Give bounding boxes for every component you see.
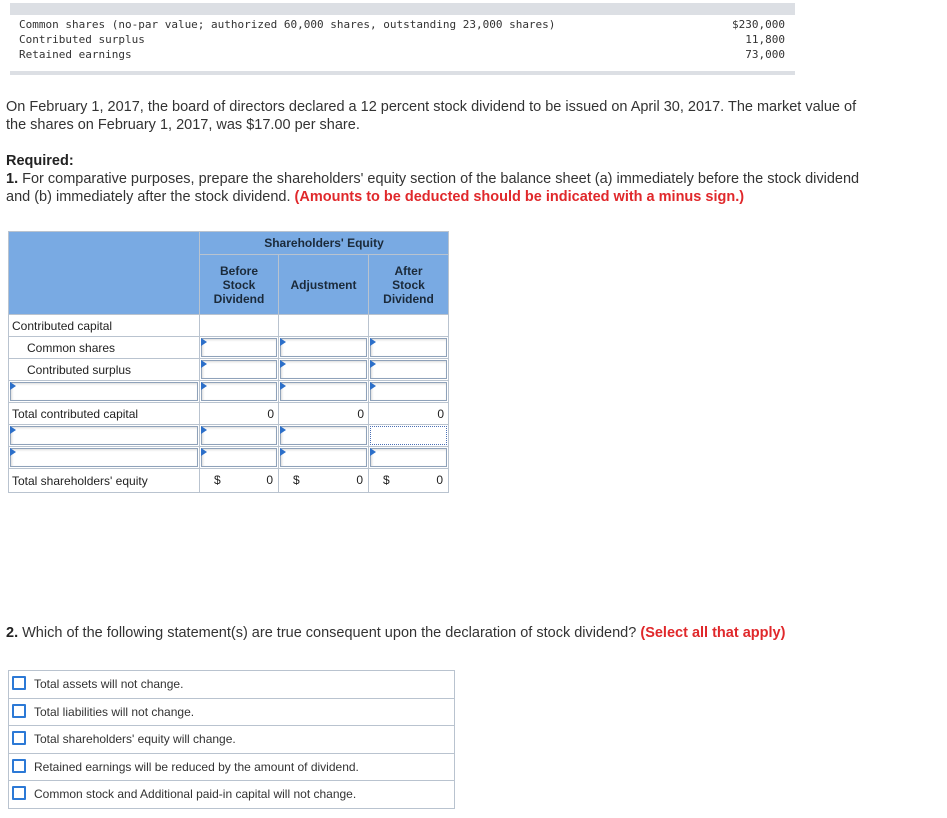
dropdown-marker-icon <box>280 448 286 456</box>
empty-cell <box>200 315 279 337</box>
adjustment-input[interactable] <box>280 382 367 401</box>
col-header-line: Stock <box>392 277 425 292</box>
table-row <box>9 315 449 337</box>
after-input[interactable] <box>370 448 447 467</box>
row-label-common-shares: Common shares <box>9 337 200 359</box>
question-1-instruction: (Amounts to be deducted should be indicated with a minus sign.) <box>294 189 745 205</box>
choice-label: Retained earnings will be reduced by the amount of dividend. <box>34 759 359 774</box>
row-label-input[interactable] <box>10 382 198 401</box>
total-se-before-value: 0 <box>266 473 273 487</box>
adjustment-input[interactable] <box>280 360 367 379</box>
choice-label: Total liabilities will not change. <box>34 704 195 719</box>
question-1-text: For comparative purposes, prepare the shareholders' equity section of the balance sheet (a) immediately before the stock dividend <box>22 171 860 187</box>
after-input[interactable] <box>370 338 447 357</box>
choice-item[interactable] <box>9 726 454 754</box>
before-input-cell[interactable] <box>200 337 279 359</box>
checkbox[interactable] <box>12 676 26 690</box>
given-label: Contributed surplus <box>19 33 145 46</box>
before-input-cell[interactable] <box>200 381 279 403</box>
before-input-cell[interactable] <box>200 359 279 381</box>
question-2-number: 2. <box>6 625 19 641</box>
row-label-contributed-surplus: Contributed surplus <box>9 359 200 381</box>
total-cc-adjustment: 0 <box>279 403 369 425</box>
shareholders-equity-table <box>8 231 449 493</box>
row-label-blank[interactable] <box>9 425 200 447</box>
before-input[interactable] <box>201 360 277 379</box>
table-title: Shareholders' Equity <box>200 232 449 255</box>
col-header-line: After <box>394 263 423 278</box>
total-se-after <box>369 469 449 493</box>
choice-item[interactable] <box>9 699 454 727</box>
adjustment-input-cell[interactable] <box>279 359 369 381</box>
col-header-adjustment: Adjustment <box>279 255 369 315</box>
given-value: 73,000 <box>745 48 785 61</box>
dropdown-marker-icon <box>201 338 207 346</box>
adjustment-input-cell[interactable] <box>279 425 369 447</box>
total-cc-before: 0 <box>200 403 279 425</box>
table-row <box>9 381 449 403</box>
dollar-sign: $ <box>293 473 300 487</box>
dropdown-marker-icon <box>370 382 376 390</box>
question-2-text: Which of the following statement(s) are true consequent upon the declaration of stock dividend? <box>22 625 637 641</box>
choice-label: Total shareholders' equity will change. <box>34 732 236 746</box>
before-input[interactable] <box>201 382 277 401</box>
given-row-retained <box>19 47 785 62</box>
adjustment-input-cell[interactable] <box>279 381 369 403</box>
row-label-total-shareholders-equity: Total shareholders' equity <box>9 469 200 493</box>
table-row <box>9 447 449 469</box>
choices-list <box>8 670 455 809</box>
checkbox[interactable] <box>12 704 26 718</box>
table-row <box>9 359 449 381</box>
table-row <box>9 425 449 447</box>
given-label: Retained earnings <box>19 48 132 61</box>
question-1-text-2: and (b) immediately after the stock dividend. <box>6 189 291 205</box>
total-se-before <box>200 469 279 493</box>
dropdown-marker-icon <box>201 360 207 368</box>
dollar-sign: $ <box>383 473 390 487</box>
adjustment-input[interactable] <box>280 338 367 357</box>
table-row <box>9 469 449 493</box>
dropdown-marker-icon <box>10 426 16 434</box>
col-header-line: Dividend <box>383 291 434 306</box>
col-header-before <box>200 255 279 315</box>
row-label-blank[interactable] <box>9 447 200 469</box>
choice-item[interactable] <box>9 781 454 809</box>
choice-item[interactable] <box>9 671 454 699</box>
row-label-total-contributed-capital: Total contributed capital <box>9 403 200 425</box>
adjustment-input[interactable] <box>280 426 367 445</box>
before-input-cell[interactable] <box>200 447 279 469</box>
choice-label: Total assets will not change. <box>34 677 184 691</box>
dropdown-marker-icon <box>201 382 207 390</box>
row-label-blank[interactable] <box>9 381 200 403</box>
intro-paragraph <box>6 98 936 134</box>
after-input[interactable] <box>370 360 447 379</box>
dropdown-marker-icon <box>370 360 376 368</box>
question-1-cont <box>6 188 936 206</box>
checkbox[interactable] <box>12 786 26 800</box>
after-input-cell[interactable] <box>369 381 449 403</box>
dropdown-marker-icon <box>201 448 207 456</box>
required-label: Required: <box>6 153 74 169</box>
total-se-adjustment-value: 0 <box>356 473 363 487</box>
dropdown-marker-icon <box>10 382 16 390</box>
total-se-adjustment <box>279 469 369 493</box>
given-value: $230,000 <box>732 18 785 31</box>
before-input[interactable] <box>201 448 277 467</box>
table-row <box>9 403 449 425</box>
dropdown-marker-icon <box>201 426 207 434</box>
intro-line: On February 1, 2017, the board of directors declared a 12 percent stock dividend to be issued on April 30, 2017. The market value of <box>6 99 857 115</box>
empty-cell <box>369 315 449 337</box>
dropdown-marker-icon <box>370 338 376 346</box>
dollar-sign: $ <box>214 473 221 487</box>
choice-item[interactable] <box>9 754 454 782</box>
question-2 <box>6 625 785 641</box>
required-section <box>6 152 936 206</box>
section-label: Contributed capital <box>9 315 200 337</box>
before-input-cell[interactable] <box>200 425 279 447</box>
dropdown-marker-icon <box>370 448 376 456</box>
col-header-line: Dividend <box>213 291 265 306</box>
checkbox[interactable] <box>12 759 26 773</box>
dropdown-marker-icon <box>280 360 286 368</box>
dropdown-marker-icon <box>10 448 16 456</box>
col-header-line: Before <box>219 263 258 278</box>
after-input-cell[interactable] <box>369 337 449 359</box>
given-data-block <box>10 3 795 75</box>
before-input[interactable] <box>201 338 277 357</box>
given-value: 11,800 <box>745 33 785 46</box>
after-input-cell[interactable] <box>369 425 449 447</box>
total-cc-after: 0 <box>369 403 449 425</box>
before-input[interactable] <box>201 426 277 445</box>
after-input-cell[interactable] <box>369 447 449 469</box>
row-label-input[interactable] <box>10 426 198 445</box>
given-label: Common shares (no-par value; authorized 60,000 shares, outstanding 23,000 shares) <box>19 18 556 31</box>
intro-line: the shares on February 1, 2017, was $17.00 per share. <box>6 117 360 133</box>
adjustment-input-cell[interactable] <box>279 447 369 469</box>
choice-label: Common stock and Additional paid-in capital will not change. <box>34 787 357 801</box>
table-row <box>9 337 449 359</box>
question-1 <box>6 170 936 188</box>
empty-cell <box>279 315 369 337</box>
dropdown-marker-icon <box>280 382 286 390</box>
header-blank <box>9 232 200 315</box>
after-input[interactable] <box>370 382 447 401</box>
col-header-line: Stock <box>222 277 256 292</box>
given-row-common <box>19 17 785 32</box>
dropdown-marker-icon <box>280 338 286 346</box>
col-header-after <box>369 255 449 315</box>
given-row-surplus <box>19 32 785 47</box>
adjustment-input-cell[interactable] <box>279 337 369 359</box>
after-input-cell[interactable] <box>369 359 449 381</box>
row-label-input[interactable] <box>10 448 198 467</box>
after-input-focused[interactable] <box>370 426 447 445</box>
adjustment-input[interactable] <box>280 448 367 467</box>
checkbox[interactable] <box>12 731 26 745</box>
question-1-number: 1. <box>6 171 19 187</box>
question-2-instruction: (Select all that apply) <box>640 625 786 641</box>
dropdown-marker-icon <box>280 426 286 434</box>
total-se-after-value: 0 <box>436 473 443 487</box>
